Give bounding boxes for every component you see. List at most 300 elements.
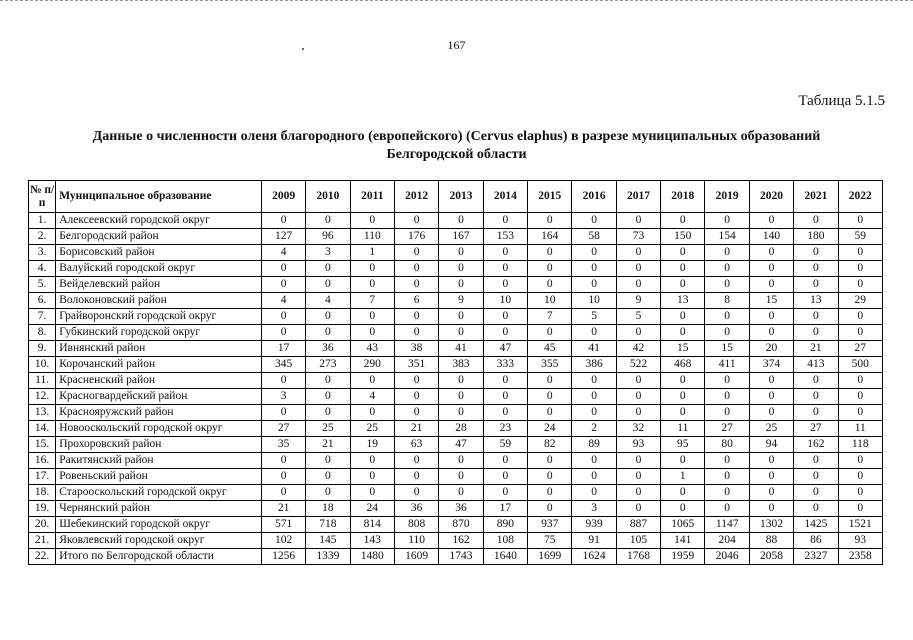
count-cell: 1339 [306, 549, 350, 565]
row-index-cell: 4. [29, 261, 56, 277]
count-cell: 0 [661, 309, 705, 325]
count-cell: 0 [749, 261, 793, 277]
count-cell: 0 [794, 309, 838, 325]
count-cell: 0 [705, 373, 749, 389]
municipality-cell: Новооскольский городской округ [56, 421, 262, 437]
count-cell: 0 [661, 405, 705, 421]
count-cell: 108 [483, 533, 527, 549]
count-cell: 0 [572, 373, 616, 389]
count-cell: 0 [261, 485, 305, 501]
count-cell: 0 [572, 261, 616, 277]
count-cell: 94 [749, 437, 793, 453]
count-cell: 0 [794, 485, 838, 501]
count-cell: 36 [439, 501, 483, 517]
count-cell: 0 [838, 309, 882, 325]
count-cell: 0 [350, 485, 394, 501]
count-cell: 0 [483, 373, 527, 389]
count-cell: 0 [572, 325, 616, 341]
count-cell: 0 [794, 405, 838, 421]
row-index-cell: 21. [29, 533, 56, 549]
count-cell: 0 [394, 453, 438, 469]
count-cell: 0 [394, 309, 438, 325]
count-cell: 0 [394, 245, 438, 261]
count-cell: 0 [616, 469, 660, 485]
count-cell: 0 [394, 277, 438, 293]
count-cell: 1959 [661, 549, 705, 565]
table-row [29, 469, 883, 485]
count-cell: 0 [661, 213, 705, 229]
count-cell: 21 [306, 437, 350, 453]
count-cell: 24 [528, 421, 572, 437]
count-cell: 2046 [705, 549, 749, 565]
municipality-cell: Шебекинский городской округ [56, 517, 262, 533]
header-year: 2020 [749, 181, 793, 213]
count-cell: 0 [261, 213, 305, 229]
count-cell: 36 [306, 341, 350, 357]
count-cell: 333 [483, 357, 527, 373]
count-cell: 47 [439, 437, 483, 453]
count-cell: 17 [261, 341, 305, 357]
row-index-cell: 7. [29, 309, 56, 325]
count-cell: 939 [572, 517, 616, 533]
count-cell: 0 [572, 277, 616, 293]
count-cell: 0 [261, 261, 305, 277]
municipality-cell: Ракитянский район [56, 453, 262, 469]
row-index-cell: 1. [29, 213, 56, 229]
count-cell: 41 [439, 341, 483, 357]
count-cell: 0 [306, 485, 350, 501]
municipality-cell: Краснояружский район [56, 405, 262, 421]
count-cell: 4 [306, 293, 350, 309]
count-cell: 150 [661, 229, 705, 245]
count-cell: 7 [528, 309, 572, 325]
table-row [29, 517, 883, 533]
count-cell: 0 [705, 485, 749, 501]
table-row [29, 325, 883, 341]
count-cell: 0 [705, 389, 749, 405]
header-year: 2015 [528, 181, 572, 213]
municipality-cell: Грайворонский городской округ [56, 309, 262, 325]
header-year: 2019 [705, 181, 749, 213]
table-header-row [29, 181, 883, 213]
count-cell: 290 [350, 357, 394, 373]
count-cell: 0 [794, 389, 838, 405]
count-cell: 1302 [749, 517, 793, 533]
count-cell: 0 [261, 469, 305, 485]
count-cell: 89 [572, 437, 616, 453]
count-cell: 86 [794, 533, 838, 549]
count-cell: 5 [616, 309, 660, 325]
count-cell: 0 [616, 213, 660, 229]
count-cell: 0 [572, 453, 616, 469]
count-cell: 0 [705, 405, 749, 421]
municipality-cell: Вейделевский район [56, 277, 262, 293]
count-cell: 91 [572, 533, 616, 549]
count-cell: 0 [838, 325, 882, 341]
count-cell: 814 [350, 517, 394, 533]
count-cell: 3 [572, 501, 616, 517]
count-cell: 0 [705, 245, 749, 261]
count-cell: 25 [306, 421, 350, 437]
table-row [29, 485, 883, 501]
count-cell: 0 [705, 453, 749, 469]
count-cell: 0 [661, 261, 705, 277]
count-cell: 0 [749, 213, 793, 229]
count-cell: 355 [528, 357, 572, 373]
count-cell: 0 [794, 501, 838, 517]
document-title [40, 128, 873, 164]
row-index-cell: 11. [29, 373, 56, 389]
municipality-cell: Корочанский район [56, 357, 262, 373]
count-cell: 351 [394, 357, 438, 373]
header-year: 2022 [838, 181, 882, 213]
count-cell: 11 [838, 421, 882, 437]
table-row [29, 245, 883, 261]
count-cell: 0 [528, 213, 572, 229]
count-cell: 890 [483, 517, 527, 533]
count-cell: 0 [749, 405, 793, 421]
count-cell: 2 [572, 421, 616, 437]
count-cell: 0 [394, 325, 438, 341]
header-year: 2017 [616, 181, 660, 213]
row-index-cell: 10. [29, 357, 56, 373]
header-year: 2010 [306, 181, 350, 213]
count-cell: 0 [350, 325, 394, 341]
count-cell: 1 [661, 469, 705, 485]
count-cell: 0 [350, 405, 394, 421]
count-cell: 13 [794, 293, 838, 309]
count-cell: 887 [616, 517, 660, 533]
municipality-cell: Старооскольский городской округ [56, 485, 262, 501]
count-cell: 0 [394, 469, 438, 485]
count-cell: 0 [749, 501, 793, 517]
table-row [29, 453, 883, 469]
count-cell: 0 [661, 277, 705, 293]
count-cell: 0 [616, 325, 660, 341]
count-cell: 571 [261, 517, 305, 533]
count-cell: 0 [838, 389, 882, 405]
count-cell: 59 [483, 437, 527, 453]
table-row [29, 341, 883, 357]
count-cell: 0 [616, 277, 660, 293]
count-cell: 110 [394, 533, 438, 549]
count-cell: 0 [528, 261, 572, 277]
count-cell: 1147 [705, 517, 749, 533]
count-cell: 0 [483, 213, 527, 229]
count-cell: 1425 [794, 517, 838, 533]
count-cell: 9 [616, 293, 660, 309]
count-cell: 0 [705, 469, 749, 485]
count-cell: 413 [794, 357, 838, 373]
count-cell: 0 [306, 325, 350, 341]
count-cell: 17 [483, 501, 527, 517]
municipality-cell: Валуйский городской округ [56, 261, 262, 277]
count-cell: 0 [838, 485, 882, 501]
count-cell: 0 [528, 325, 572, 341]
count-cell: 0 [483, 485, 527, 501]
count-cell: 808 [394, 517, 438, 533]
count-cell: 0 [528, 405, 572, 421]
count-cell: 0 [572, 213, 616, 229]
header-year: 2021 [794, 181, 838, 213]
count-cell: 45 [528, 341, 572, 357]
count-cell: 1521 [838, 517, 882, 533]
count-cell: 937 [528, 517, 572, 533]
count-cell: 35 [261, 437, 305, 453]
count-cell: 10 [572, 293, 616, 309]
count-cell: 15 [749, 293, 793, 309]
count-cell: 1624 [572, 549, 616, 565]
table-row [29, 421, 883, 437]
count-cell: 0 [705, 309, 749, 325]
count-cell: 468 [661, 357, 705, 373]
count-cell: 73 [616, 229, 660, 245]
count-cell: 0 [705, 277, 749, 293]
count-cell: 0 [439, 469, 483, 485]
table-row [29, 229, 883, 245]
count-cell: 0 [350, 469, 394, 485]
count-cell: 18 [306, 501, 350, 517]
count-cell: 0 [661, 325, 705, 341]
count-cell: 41 [572, 341, 616, 357]
count-cell: 0 [705, 213, 749, 229]
count-cell: 0 [749, 469, 793, 485]
count-cell: 0 [838, 261, 882, 277]
count-cell: 5 [572, 309, 616, 325]
count-cell: 0 [394, 213, 438, 229]
municipality-cell: Ровеньский район [56, 469, 262, 485]
count-cell: 25 [749, 421, 793, 437]
count-cell: 411 [705, 357, 749, 373]
count-cell: 0 [572, 245, 616, 261]
count-cell: 0 [838, 469, 882, 485]
count-cell: 0 [749, 245, 793, 261]
count-cell: 118 [838, 437, 882, 453]
count-cell: 0 [616, 389, 660, 405]
header-year: 2016 [572, 181, 616, 213]
title-line-2: Белгородской области [386, 147, 527, 162]
count-cell: 88 [749, 533, 793, 549]
count-cell: 500 [838, 357, 882, 373]
header-year: 2011 [350, 181, 394, 213]
count-cell: 0 [661, 389, 705, 405]
table-row [29, 533, 883, 549]
count-cell: 0 [261, 277, 305, 293]
count-cell: 0 [483, 469, 527, 485]
count-cell: 24 [350, 501, 394, 517]
row-index-cell: 18. [29, 485, 56, 501]
count-cell: 13 [661, 293, 705, 309]
count-cell: 0 [838, 453, 882, 469]
count-cell: 0 [838, 405, 882, 421]
page-number: 167 [447, 38, 466, 52]
count-cell: 0 [661, 485, 705, 501]
count-cell: 0 [572, 469, 616, 485]
count-cell: 0 [838, 245, 882, 261]
count-cell: 0 [439, 389, 483, 405]
table-row [29, 277, 883, 293]
municipality-cell: Волоконовский район [56, 293, 262, 309]
count-cell: 0 [794, 277, 838, 293]
row-index-cell: 19. [29, 501, 56, 517]
count-cell: 1743 [439, 549, 483, 565]
count-cell: 1609 [394, 549, 438, 565]
page-top-edge [0, 0, 913, 3]
count-cell: 0 [705, 261, 749, 277]
count-cell: 4 [261, 245, 305, 261]
count-cell: 0 [483, 405, 527, 421]
table-row [29, 373, 883, 389]
count-cell: 58 [572, 229, 616, 245]
count-cell: 0 [616, 261, 660, 277]
count-cell: 29 [838, 293, 882, 309]
count-cell: 0 [261, 405, 305, 421]
municipality-cell: Яковлевский городской округ [56, 533, 262, 549]
title-line-1: Данные о численности оленя благородного (европейского) (Cervus elaphus) в разрезе муниципальных образований [92, 129, 821, 144]
count-cell: 153 [483, 229, 527, 245]
count-cell: 145 [306, 533, 350, 549]
table-row [29, 501, 883, 517]
count-cell: 10 [483, 293, 527, 309]
count-cell: 162 [439, 533, 483, 549]
count-cell: 1256 [261, 549, 305, 565]
count-cell: 0 [439, 277, 483, 293]
count-cell: 9 [439, 293, 483, 309]
count-cell: 0 [794, 453, 838, 469]
count-cell: 0 [261, 373, 305, 389]
row-index-cell: 2. [29, 229, 56, 245]
count-cell: 110 [350, 229, 394, 245]
count-cell: 0 [439, 485, 483, 501]
count-cell: 0 [572, 405, 616, 421]
count-cell: 8 [705, 293, 749, 309]
count-cell: 23 [483, 421, 527, 437]
count-cell: 10 [528, 293, 572, 309]
count-cell: 383 [439, 357, 483, 373]
row-index-cell: 8. [29, 325, 56, 341]
count-cell: 105 [616, 533, 660, 549]
count-cell: 273 [306, 357, 350, 373]
count-cell: 167 [439, 229, 483, 245]
count-cell: 0 [261, 325, 305, 341]
count-cell: 870 [439, 517, 483, 533]
count-cell: 180 [794, 229, 838, 245]
count-cell: 164 [528, 229, 572, 245]
row-index-cell: 9. [29, 341, 56, 357]
row-index-cell: 3. [29, 245, 56, 261]
count-cell: 204 [705, 533, 749, 549]
municipality-cell: Алексеевский городской округ [56, 213, 262, 229]
count-cell: 96 [306, 229, 350, 245]
count-cell: 0 [794, 325, 838, 341]
count-cell: 0 [439, 245, 483, 261]
count-cell: 0 [394, 261, 438, 277]
count-cell: 154 [705, 229, 749, 245]
count-cell: 0 [794, 469, 838, 485]
count-cell: 0 [749, 485, 793, 501]
count-cell: 0 [483, 277, 527, 293]
count-cell: 1699 [528, 549, 572, 565]
count-cell: 0 [306, 261, 350, 277]
table-row [29, 437, 883, 453]
count-cell: 0 [749, 309, 793, 325]
count-cell: 19 [350, 437, 394, 453]
table-body [29, 213, 883, 565]
count-cell: 0 [616, 501, 660, 517]
count-cell: 0 [528, 277, 572, 293]
count-cell: 82 [528, 437, 572, 453]
count-cell: 0 [394, 485, 438, 501]
count-cell: 0 [705, 325, 749, 341]
row-index-cell: 16. [29, 453, 56, 469]
row-index-cell: 17. [29, 469, 56, 485]
count-cell: 27 [261, 421, 305, 437]
row-index-cell: 12. [29, 389, 56, 405]
count-cell: 0 [528, 453, 572, 469]
count-cell: 2058 [749, 549, 793, 565]
row-index-cell: 13. [29, 405, 56, 421]
header-year: 2009 [261, 181, 305, 213]
count-cell: 0 [661, 501, 705, 517]
count-cell: 15 [661, 341, 705, 357]
count-cell: 0 [394, 373, 438, 389]
municipality-cell: Губкинский городской округ [56, 325, 262, 341]
header-index: № п/п [29, 181, 56, 213]
count-cell: 4 [350, 389, 394, 405]
count-cell: 93 [838, 533, 882, 549]
count-cell: 43 [350, 341, 394, 357]
count-cell: 28 [439, 421, 483, 437]
count-cell: 0 [572, 485, 616, 501]
count-cell: 7 [350, 293, 394, 309]
count-cell: 0 [749, 453, 793, 469]
count-cell: 0 [838, 501, 882, 517]
count-cell: 0 [306, 213, 350, 229]
row-index-cell: 6. [29, 293, 56, 309]
table-row [29, 261, 883, 277]
count-cell: 0 [794, 245, 838, 261]
count-cell: 27 [838, 341, 882, 357]
header-year: 2012 [394, 181, 438, 213]
deer-population-table [28, 180, 883, 565]
municipality-cell: Красненский район [56, 373, 262, 389]
count-cell: 0 [306, 373, 350, 389]
count-cell: 102 [261, 533, 305, 549]
count-cell: 0 [306, 453, 350, 469]
count-cell: 0 [749, 277, 793, 293]
count-cell: 95 [661, 437, 705, 453]
count-cell: 0 [439, 373, 483, 389]
count-cell: 32 [616, 421, 660, 437]
municipality-cell: Белгородский район [56, 229, 262, 245]
count-cell: 11 [661, 421, 705, 437]
count-cell: 0 [616, 245, 660, 261]
table-row [29, 549, 883, 565]
count-cell: 21 [394, 421, 438, 437]
count-cell: 0 [528, 501, 572, 517]
count-cell: 386 [572, 357, 616, 373]
count-cell: 36 [394, 501, 438, 517]
count-cell: 0 [439, 309, 483, 325]
count-cell: 63 [394, 437, 438, 453]
count-cell: 0 [439, 405, 483, 421]
count-cell: 0 [794, 213, 838, 229]
count-cell: 0 [306, 277, 350, 293]
row-index-cell: 22. [29, 549, 56, 565]
count-cell: 374 [749, 357, 793, 373]
count-cell: 0 [261, 309, 305, 325]
count-cell: 3 [306, 245, 350, 261]
